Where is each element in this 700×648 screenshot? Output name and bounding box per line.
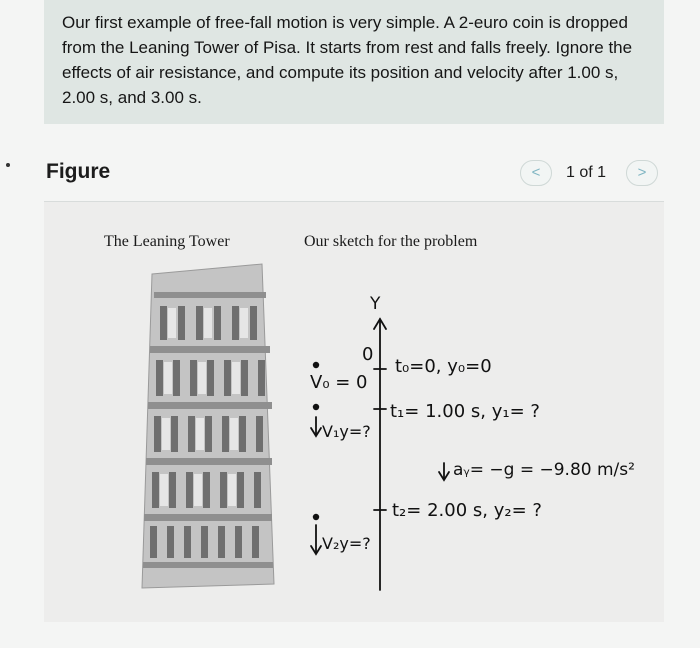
- origin-label: 0: [362, 344, 374, 365]
- ay-label: aᵧ= −g = −9.80 m/s²: [453, 460, 635, 480]
- v0-label: V₀ = 0: [310, 372, 368, 393]
- v1y-label: V₁y=?: [322, 422, 371, 441]
- figure-pager: 1 of 1: [566, 164, 607, 181]
- t0-label: t₀=0, y₀=0: [395, 356, 492, 377]
- coin-dot-t1: [313, 404, 319, 410]
- figure-title: Figure: [46, 160, 111, 183]
- v2y-label: V₂y=?: [322, 534, 371, 553]
- previous-figure-button[interactable]: [520, 160, 552, 186]
- leaning-tower-image: [140, 262, 280, 594]
- y-axis-label: Y: [370, 294, 381, 314]
- sketch-caption: Our sketch for the problem: [304, 233, 478, 250]
- tower-caption: The Leaning Tower: [104, 233, 230, 250]
- coin-dot-t2: [313, 514, 319, 520]
- next-figure-button[interactable]: [626, 160, 658, 186]
- chevron-right-icon: >: [637, 164, 647, 181]
- problem-text: Our first example of free-fall motion is very simple. A 2-euro coin is dropped from the Leaning Tower of Pisa. It starts from rest and falls freely. Ignore the effects of air resistance, and compute its position and velocity after 1.00 s, 2.00 s, and 3.00 s.: [62, 13, 633, 107]
- t2-label: t₂= 2.00 s, y₂= ?: [392, 500, 542, 521]
- chevron-left-icon: <: [531, 164, 541, 181]
- coin-dot-t0: [313, 362, 319, 368]
- t1-label: t₁= 1.00 s, y₁= ?: [390, 401, 540, 422]
- figure-header: [0, 150, 700, 200]
